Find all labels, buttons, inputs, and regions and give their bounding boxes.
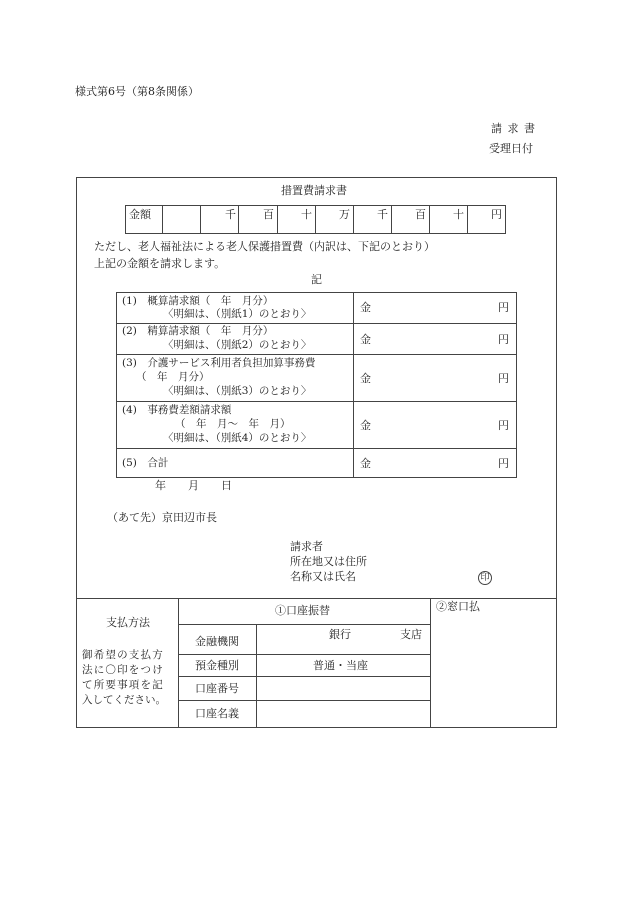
item-4-yen: 円 [498, 419, 509, 432]
item-1-yen: 円 [498, 301, 509, 314]
form-id: 様式第6号（第8条関係） [75, 85, 199, 98]
date-line: 年 月 日 [155, 479, 232, 492]
branch-value[interactable]: 支店 [400, 628, 422, 641]
amount-unit-yen: 円 [491, 208, 502, 221]
seal-icon: 印 [478, 571, 492, 585]
deposit-type-label: 預金種別 [195, 659, 239, 672]
item-4-period: （ 年 月～ 年 月） [175, 418, 291, 430]
amount-unit-thousand-man: 千 [225, 208, 236, 221]
payment-instruction-2: 法に〇印をつけ [82, 664, 164, 676]
item-5-label: (5) 合計 [122, 457, 169, 469]
payment-instruction-3: て所要事項を記 [82, 679, 164, 691]
bank-label: 金融機関 [195, 635, 239, 648]
item-4-kin: 金 [360, 419, 371, 432]
amount-label: 金額 [129, 208, 151, 221]
item-2-yen: 円 [498, 333, 509, 346]
claimant-label: 請求者 [290, 540, 323, 553]
item-3-period: （ 年 月分） [136, 371, 210, 383]
amount-unit-hundred: 百 [415, 208, 426, 221]
addressee: （あて先）京田辺市長 [107, 511, 217, 524]
body-text-line-2: 上記の金額を請求します。 [94, 257, 226, 270]
deposit-type-value[interactable]: 普通・当座 [313, 659, 368, 672]
item-2-label: (2) 精算請求額（ 年 月分） [122, 325, 274, 337]
bank-value[interactable]: 銀行 [329, 628, 351, 641]
amount-unit-thousand: 千 [377, 208, 388, 221]
item-5-yen: 円 [498, 457, 509, 470]
item-3-kin: 金 [360, 372, 371, 385]
payment-method-label: 支払方法 [106, 616, 150, 629]
account-number-label: 口座番号 [195, 682, 239, 695]
item-3-detail: 〈明細は、（別紙3）のとおり〉 [163, 385, 312, 397]
received-date-label: 受理日付 [489, 142, 533, 155]
item-1-label: (1) 概算請求額（ 年 月分） [122, 295, 274, 307]
body-text-line-1: ただし、老人福祉法による老人保護措置費（内訳は、下記のとおり） [94, 240, 435, 253]
item-4-label: (4) 事務費差額請求額 [122, 404, 232, 416]
claimant-name-label: 名称又は氏名 [290, 570, 356, 583]
amount-unit-ten-man: 十 [301, 208, 312, 221]
item-2-detail: 〈明細は、（別紙2）のとおり〉 [163, 339, 312, 351]
claimant-address-label: 所在地又は住所 [290, 555, 367, 568]
item-3-label: (3) 介護サービス利用者負担加算事務費 [122, 357, 316, 369]
option-account-transfer[interactable]: ①口座振替 [275, 604, 330, 617]
item-2-kin: 金 [360, 333, 371, 346]
amount-unit-hundred-man: 百 [263, 208, 274, 221]
item-3-yen: 円 [498, 372, 509, 385]
form-main-title: 措置費請求書 [281, 184, 347, 197]
ki-label: 記 [311, 273, 322, 286]
account-name-label: 口座名義 [195, 707, 239, 720]
payment-instruction-4: 入してください。 [82, 694, 166, 706]
option-counter-payment[interactable]: ②窓口払 [436, 600, 480, 613]
payment-instruction-1: 御希望の支払方 [82, 649, 164, 661]
item-1-detail: 〈明細は、（別紙1）のとおり〉 [163, 308, 312, 320]
amount-unit-man: 万 [339, 208, 350, 221]
amount-unit-ten: 十 [453, 208, 464, 221]
item-5-kin: 金 [360, 457, 371, 470]
item-4-detail: 〈明細は、（別紙4）のとおり〉 [163, 432, 312, 444]
item-1-kin: 金 [360, 301, 371, 314]
document-title: 請 求 書 [491, 122, 536, 135]
